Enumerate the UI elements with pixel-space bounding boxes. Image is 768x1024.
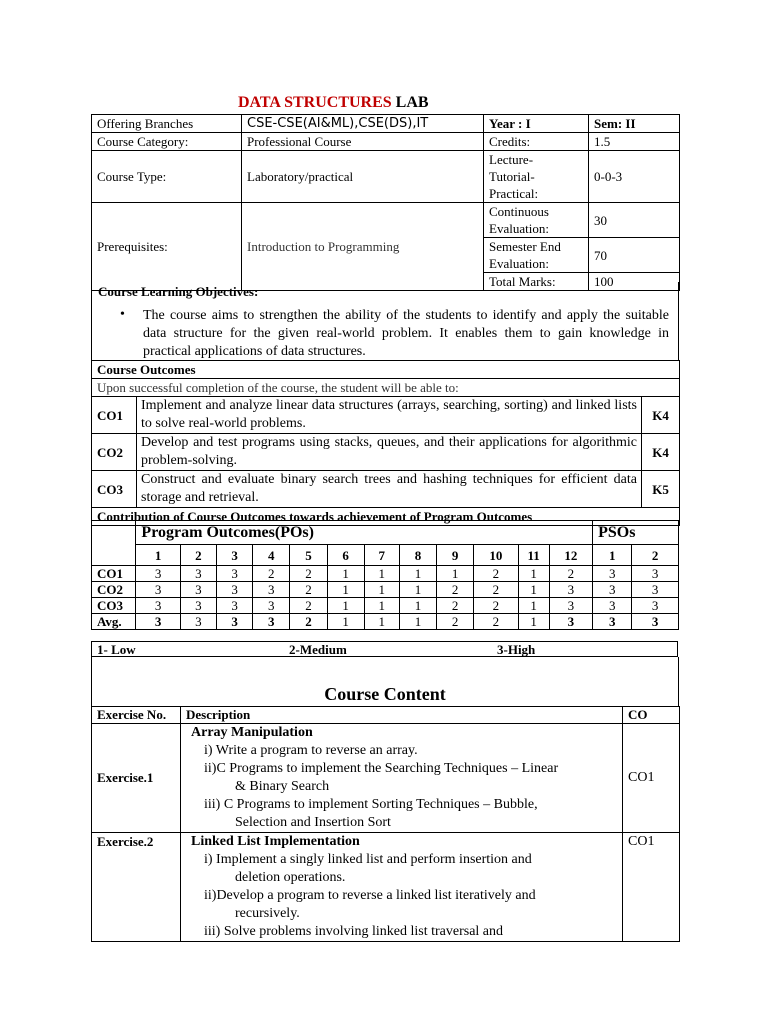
col-description: Description: [181, 707, 623, 724]
mapping-cell: 2: [290, 582, 327, 598]
ltp-label-2: Tutorial-: [489, 169, 535, 184]
legend-low: 1- Low: [97, 642, 136, 657]
mapping-cell: 3: [253, 582, 290, 598]
legend-high: 3-High: [497, 642, 536, 657]
mapping-cell: 3: [217, 582, 253, 598]
mapping-cell: 1: [518, 566, 549, 582]
exercise-item: i) Write a program to reverse an array.: [204, 743, 418, 758]
exercise-desc: [181, 833, 623, 942]
mapping-cell: 3: [632, 582, 679, 598]
category-label: Course Category:: [92, 133, 242, 151]
mapping-cell: 3: [180, 598, 216, 614]
mapping-cell: 3: [632, 614, 679, 630]
mapping-cell: 2: [290, 614, 327, 630]
outcomes-title: Course Outcomes: [92, 361, 680, 379]
outcome-code: CO2: [92, 434, 137, 471]
mapping-cell: 2: [290, 566, 327, 582]
mapping-cell: 1: [399, 598, 436, 614]
mapping-cell: 1: [327, 598, 364, 614]
offering-value: CSE-CSE(AI&ML),CSE(DS),IT: [242, 115, 484, 133]
mapping-cell: 3: [549, 598, 592, 614]
exercise-heading: Array Manipulation: [191, 725, 313, 740]
po-column-header: 11: [518, 545, 549, 566]
outcome-desc: Develop and test programs using stacks, queues, and their applications for algorithmic problem-solving.: [137, 434, 642, 471]
mapping-cell: 2: [437, 614, 474, 630]
credits-value: 1.5: [589, 133, 680, 151]
title-main: DATA STRUCTURES: [238, 94, 392, 111]
type-label: Course Type:: [92, 151, 242, 203]
course-content-title: Course Content: [324, 684, 446, 704]
mapping-cell: 1: [364, 582, 399, 598]
mapping-cell: 2: [474, 598, 518, 614]
exercise-item: iii) C Programs to implement Sorting Techniques – Bubble,: [204, 797, 538, 812]
course-content-heading-box: [91, 657, 679, 707]
bullet-icon: •: [120, 307, 125, 322]
mapping-cell: 1: [327, 566, 364, 582]
mapping-row: [92, 598, 679, 614]
mapping-cell: 3: [632, 598, 679, 614]
exercise-heading: Linked List Implementation: [191, 834, 360, 849]
po-column-header: 3: [217, 545, 253, 566]
mapping-cell: 2: [437, 582, 474, 598]
objectives-title: Course Learning Objectives:: [98, 284, 259, 299]
ltp-label-3: Practical:: [489, 186, 539, 201]
se-label-1: Semester End: [489, 239, 561, 254]
mapping-cell: 3: [136, 598, 180, 614]
outcome-level: K4: [642, 397, 680, 434]
outcome-desc: Construct and evaluate binary search trees and hashing techniques for efficient data storage and retrieval.: [137, 471, 642, 508]
course-outcomes-table: [91, 360, 680, 526]
exercise-item: ii)C Programs to implement the Searching Techniques – Linear: [204, 761, 559, 776]
mapping-cell: 2: [474, 614, 518, 630]
outcome-code: CO1: [92, 397, 137, 434]
exercise-item: i) Implement a singly linked list and perform insertion and: [204, 852, 532, 867]
mapping-cell: 3: [253, 598, 290, 614]
exercise-item-cont: deletion operations.: [235, 870, 346, 885]
mapping-cell: 3: [593, 598, 632, 614]
objectives-section: [91, 282, 679, 361]
prereq-label: Prerequisites:: [92, 203, 242, 291]
mapping-row-label: CO1: [92, 566, 136, 582]
po-mapping-table: [91, 520, 679, 630]
mapping-cell: 2: [290, 598, 327, 614]
mapping-cell: 1: [399, 566, 436, 582]
mapping-cell: 3: [593, 566, 632, 582]
mapping-cell: 2: [549, 566, 592, 582]
po-column-header: 4: [253, 545, 290, 566]
year-cell: Year : I: [484, 115, 589, 133]
exercise-item-cont: & Binary Search: [235, 779, 330, 794]
mapping-cell: 3: [217, 566, 253, 582]
mapping-cell: 1: [399, 582, 436, 598]
mapping-title: Contribution of Course Outcomes towards achievement of Program Outcomes: [92, 508, 680, 526]
course-info-table: [91, 114, 680, 291]
outcome-row: [92, 434, 680, 471]
mapping-row: [92, 566, 679, 582]
ltp-label-1: Lecture-: [489, 152, 534, 167]
mapping-row-label: CO2: [92, 582, 136, 598]
exercise-desc: [181, 724, 623, 833]
total-value: 100: [589, 273, 680, 291]
mapping-cell: 3: [136, 566, 180, 582]
mapping-cell: 1: [518, 598, 549, 614]
ce-label-2: Evaluation:: [489, 221, 549, 236]
po-column-header: 7: [364, 545, 399, 566]
se-label: [484, 238, 589, 273]
offering-label: Offering Branches: [92, 115, 242, 133]
mapping-cell: 1: [437, 566, 474, 582]
mapping-cell: 2: [437, 598, 474, 614]
page-title: [238, 94, 429, 112]
ce-label: [484, 203, 589, 238]
objectives-text: The course aims to strengthen the ability of the students to identify and apply the suitable data structure for the given real-world problem. It enables them to gain knowledge in practical applications of data structures.: [143, 308, 669, 359]
prereq-value: Introduction to Programming: [242, 203, 484, 291]
mapping-cell: 3: [593, 582, 632, 598]
po-column-header: 1: [593, 545, 632, 566]
level-legend: [91, 641, 678, 657]
exercise-item: ii)Develop a program to reverse a linked list iteratively and: [204, 888, 536, 903]
exercise-item: iii) Solve problems involving linked list traversal and: [204, 924, 504, 939]
ltp-label: [484, 151, 589, 203]
ltp-value: 0-0-3: [589, 151, 680, 203]
mapping-cell: 3: [136, 582, 180, 598]
col-exercise: Exercise No.: [92, 707, 181, 724]
po-column-header: 6: [327, 545, 364, 566]
mapping-cell: 1: [399, 614, 436, 630]
se-label-2: Evaluation:: [489, 256, 549, 271]
mapping-cell: 3: [217, 598, 253, 614]
mapping-cell: 3: [549, 614, 592, 630]
mapping-cell: 3: [217, 614, 253, 630]
sem-cell: Sem: II: [589, 115, 680, 133]
type-value: Laboratory/practical: [242, 151, 484, 203]
mapping-cell: 3: [253, 614, 290, 630]
mapping-cell: 1: [518, 614, 549, 630]
mapping-cell: 3: [180, 582, 216, 598]
mapping-cell: 2: [474, 582, 518, 598]
outcome-level: K4: [642, 434, 680, 471]
mapping-cell: 1: [364, 566, 399, 582]
mapping-cell: 1: [327, 614, 364, 630]
po-column-header: 9: [437, 545, 474, 566]
po-column-header: 2: [180, 545, 216, 566]
po-header: Program Outcomes(POs): [136, 521, 593, 545]
outcome-row: [92, 397, 680, 434]
exercise-co: CO1: [623, 724, 680, 833]
mapping-cell: 1: [364, 614, 399, 630]
exercise-item-cont: recursively.: [235, 906, 300, 921]
po-column-header: 2: [632, 545, 679, 566]
legend-medium: 2-Medium: [289, 642, 347, 657]
column-header-row: [92, 545, 679, 566]
outcome-level: K5: [642, 471, 680, 508]
mapping-cell: 3: [593, 614, 632, 630]
category-value: Professional Course: [242, 133, 484, 151]
mapping-cell: 1: [518, 582, 549, 598]
mapping-cell: 2: [253, 566, 290, 582]
title-suffix: LAB: [391, 94, 429, 111]
ce-value: 30: [589, 203, 680, 238]
ce-label-1: Continuous: [489, 204, 549, 219]
mapping-cell: 3: [180, 614, 216, 630]
mapping-cell: 3: [136, 614, 180, 630]
po-column-header: 12: [549, 545, 592, 566]
mapping-cell: 3: [632, 566, 679, 582]
exercise-row: [92, 833, 680, 942]
po-column-header: 8: [399, 545, 436, 566]
mapping-cell: 2: [474, 566, 518, 582]
mapping-row-label: Avg.: [92, 614, 136, 630]
mapping-row: [92, 582, 679, 598]
exercise-no: Exercise.2: [92, 833, 181, 942]
outcome-desc: Implement and analyze linear data structures (arrays, searching, sorting) and linked lists to solve real-world problems.: [137, 397, 642, 434]
course-content-table: [91, 706, 680, 942]
mapping-row: [92, 614, 679, 630]
mapping-corner: [92, 521, 136, 566]
exercise-co: CO1: [623, 833, 680, 942]
col-co: CO: [623, 707, 680, 724]
se-value: 70: [589, 238, 680, 273]
total-label: Total Marks:: [484, 273, 589, 291]
mapping-cell: 3: [549, 582, 592, 598]
pso-header: PSOs: [593, 521, 679, 545]
exercise-item-cont: Selection and Insertion Sort: [235, 815, 391, 830]
po-column-header: 5: [290, 545, 327, 566]
mapping-cell: 3: [180, 566, 216, 582]
mapping-cell: 1: [327, 582, 364, 598]
outcomes-intro: Upon successful completion of the course, the student will be able to:: [92, 379, 680, 397]
po-column-header: 1: [136, 545, 180, 566]
exercise-row: [92, 724, 680, 833]
mapping-row-label: CO3: [92, 598, 136, 614]
mapping-cell: 1: [364, 598, 399, 614]
credits-label: Credits:: [484, 133, 589, 151]
exercise-no: Exercise.1: [92, 724, 181, 833]
outcome-row: [92, 471, 680, 508]
po-column-header: 10: [474, 545, 518, 566]
outcome-code: CO3: [92, 471, 137, 508]
